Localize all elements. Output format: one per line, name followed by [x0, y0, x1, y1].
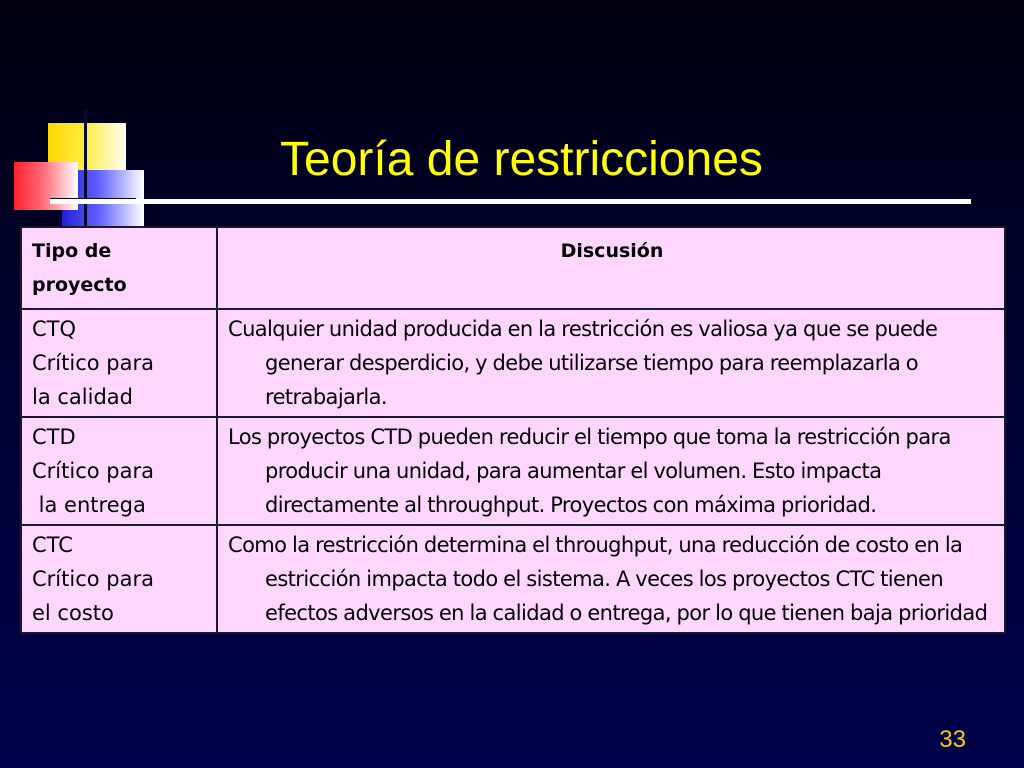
title-underline [50, 199, 971, 204]
project-type-cell [21, 309, 217, 417]
discussion-text: Los proyectos CTD pueden reducir el tiempo que toma la restricción para producir una unidad, para aumentar el volumen. Esto impacta directamente al throughput. Proyectos con máxima prioridad. [228, 425, 951, 517]
slide-title: Teoría de restricciones [280, 133, 763, 186]
discussion-cell [217, 309, 1005, 417]
project-type-line: el costo [32, 601, 114, 625]
project-type-line: CTQ [32, 317, 77, 341]
header-type-line: proyecto [32, 274, 127, 296]
page-number: 33 [939, 726, 966, 753]
project-type-table [20, 226, 1006, 634]
discussion-cell [217, 417, 1005, 525]
table-row [21, 525, 1005, 633]
discussion-text: Cualquier unidad producida en la restricción es valiosa ya que se puede generar desperdicio, y debe utilizarse tiempo para reemplazarla o retrabajarla. [228, 317, 938, 409]
table-header-row [21, 227, 1005, 309]
project-type-line: CTD [32, 425, 76, 449]
header-discussion: Discusión [217, 227, 1005, 309]
discussion-cell [217, 525, 1005, 633]
project-type-line: la calidad [32, 385, 133, 409]
discussion-text: Como la restricción determina el throughput, una reducción de costo en la estricción impacta todo el sistema. A veces los proyectos CTC tienen efectos adversos en la calidad o entrega, por lo que tienen baja prioridad [228, 533, 988, 625]
project-type-cell [21, 417, 217, 525]
header-type-line: Tipo de [32, 240, 112, 262]
project-type-line: Crítico para [32, 459, 154, 483]
project-type-line: Crítico para [32, 351, 154, 375]
project-type-cell [21, 525, 217, 633]
project-type-line: Crítico para [32, 567, 154, 591]
decorative-squares-logo [0, 0, 160, 230]
header-project-type [21, 227, 217, 309]
logo-vertical-line [84, 110, 87, 228]
project-type-line: CTC [32, 533, 73, 557]
table-row [21, 417, 1005, 525]
project-type-line: la entrega [32, 493, 146, 517]
table-row [21, 309, 1005, 417]
